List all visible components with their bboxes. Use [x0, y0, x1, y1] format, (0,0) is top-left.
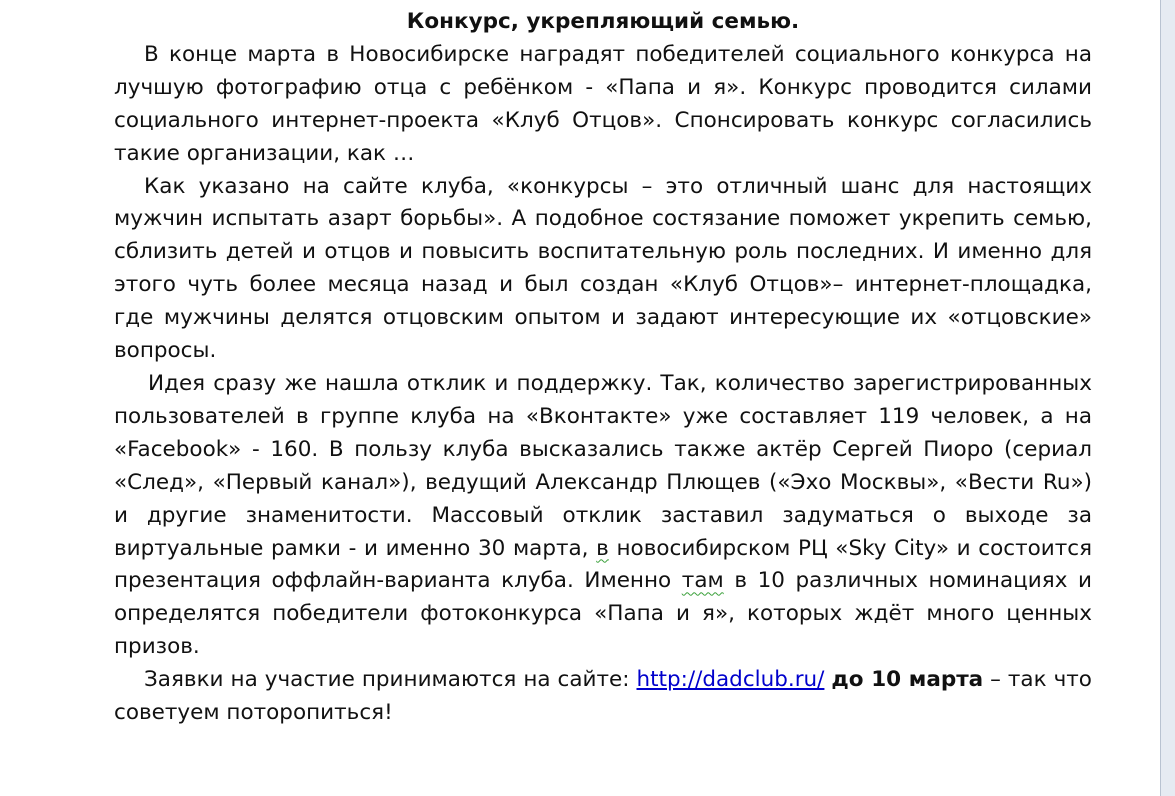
paragraph-1: В конце марта в Новосибирске наградят победителей социального конкурса на лучшую фотографию отца с ребёнком - «Папа и я». Конкурс проводится силами социального интернет-проекта «Клуб Отцов». Спонсировать конкурс согласились такие организации, как … [114, 41, 1092, 166]
paragraph-2: Как указано на сайте клуба, «конкурсы – это отличный шанс для настоящих мужчин испытать азарт борьбы». А подобное состязание поможет укрепить семью, сблизить детей и отцов и повысить воспитательную роль последних. И именно для этого чуть более месяца назад и был создан «Клуб Отцов»– интернет-площадка, где мужчины делятся отцовским опытом и задают интересующие их «отцовские» вопросы. [114, 173, 1092, 364]
paragraph-4-ending: – так что советуем поторопиться! [114, 667, 1092, 726]
deadline-text: до 10 марта [831, 667, 984, 693]
paragraph-3-text-b: новосибирском РЦ «Sky City» и состоится презентация оффлайн-варианта клуба. Именно [114, 535, 1093, 594]
document-body [114, 6, 1092, 730]
page-edge [1160, 0, 1175, 796]
spelling-flag-word: в [596, 535, 609, 561]
paragraph-4 [114, 664, 1092, 730]
paragraph-4-intro: Заявки на участие принимаются на сайте: [144, 667, 630, 693]
paragraph-3-text-c: в 10 различных номинациях и определятся победители фотоконкурса «Папа и я», которых ждёт много ценных призов. [114, 568, 1092, 660]
document-title: Конкурс, укрепляющий семью. [406, 9, 800, 34]
paragraph-3 [114, 368, 1092, 664]
spelling-flag-word: там [681, 568, 724, 594]
paragraph-3-text-a: Идея сразу же нашла отклик и поддержку. Так, количество зарегистрированных пользователей в группе клуба на «Вконтакте» уже составляет 119 человек, а на «Facebook» - 160. В пользу клуба высказались также актёр Сергей Пиоро (сериал «След», «Первый канал»), ведущий Александр Плющев («Эхо Москвы», «Вести Ru») и другие знаменитости. Массовый отклик заставил задуматься о выходе за виртуальные рамки - и именно 30 марта, [114, 370, 1092, 561]
site-link[interactable]: http://dadclub.ru/ [636, 667, 825, 693]
